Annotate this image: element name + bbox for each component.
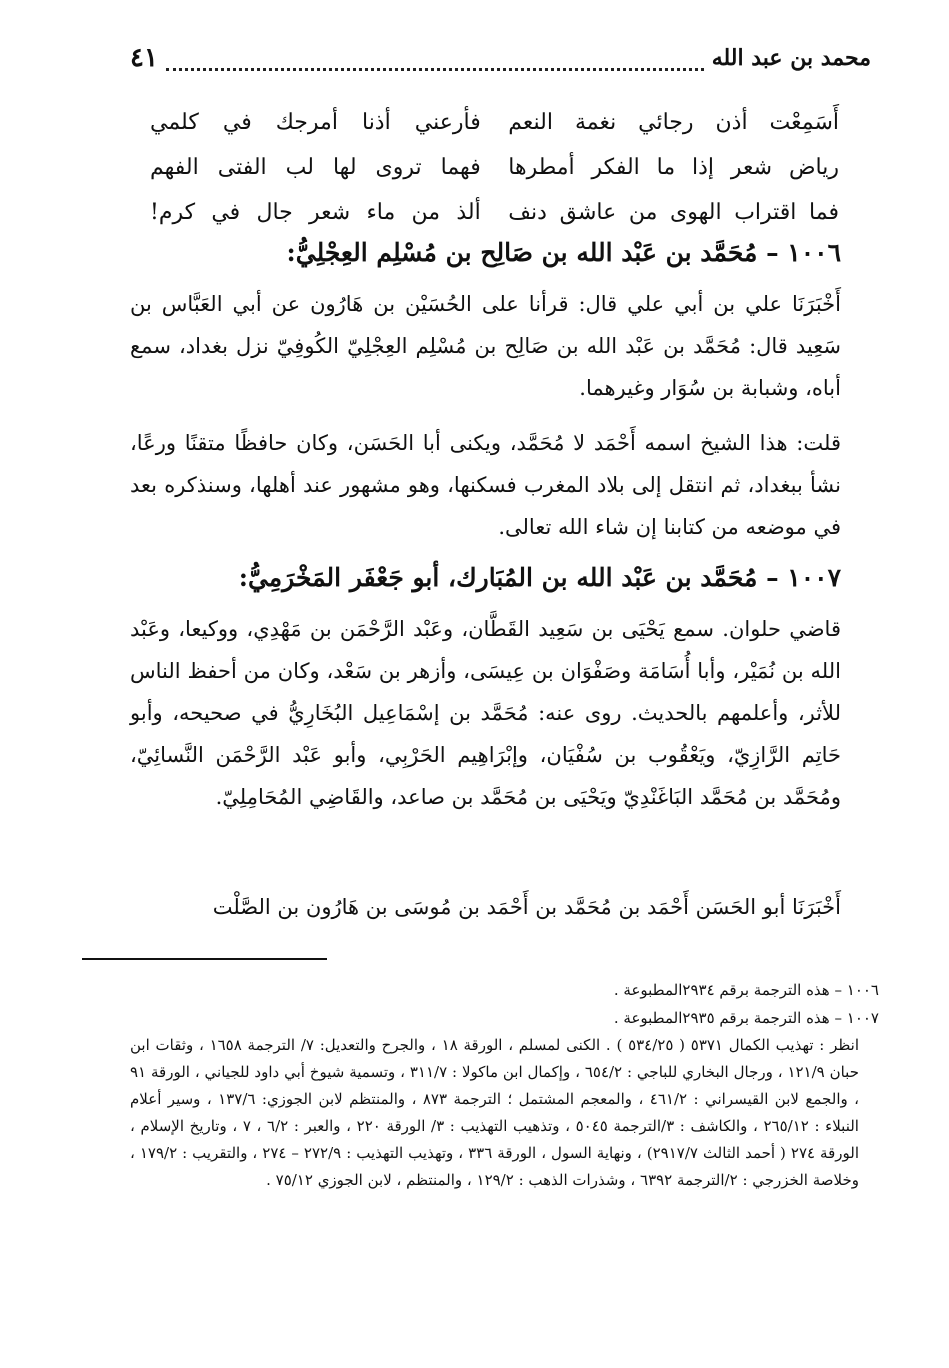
entry-1006-paragraph-1: أَخْبَرَنَا علي بن أبي علي قال: قرأنا على الحُسَيْن بن هَارُون عن أبي العَبَّاس بن سَعِيد قال: مُحَمَّد بن عَبْد الله بن صَالِح بن مُسْلِم العِجْلِيّ الكُوفِيّ نزل بغداد، سمع أباه، وشبابة بن سُوَار وغيرهما. bbox=[130, 292, 841, 400]
footnotes bbox=[130, 976, 879, 1194]
poem-verses bbox=[150, 100, 839, 235]
footnote-1007: ١٠٠٧ – هذه الترجمة برقم ٢٩٣٥المطبوعة . bbox=[613, 1009, 879, 1027]
verse-second-hemistich: ألذ من ماء شعر جال في كرم! bbox=[150, 200, 481, 225]
header-title: محمد بن عبد الله bbox=[711, 45, 871, 71]
running-header bbox=[130, 38, 871, 78]
entry-1007-title: ١٠٠٧ – مُحَمَّد بن عَبْد الله بن المُبَارك، أبو جَعْفَر المَخْرَمِيُّ: bbox=[238, 563, 841, 592]
verse-line bbox=[150, 100, 839, 145]
footnote-separator bbox=[82, 958, 327, 960]
verse-second-hemistich: فهما تروى لها لب الفتى الفهم bbox=[150, 155, 481, 180]
verse-line bbox=[150, 190, 839, 235]
entry-1007-paragraph-2: أَخْبَرَنَا أبو الحَسَن أَحْمَد بن مُحَمَّد بن أَحْمَد بن مُوسَى بن هَارُون بن الصَّلْت bbox=[212, 895, 841, 919]
verse-first-hemistich: أَسَمِعْت أذن رجائي نغمة النعم bbox=[508, 110, 839, 135]
footnote-references: انظر : تهذيب الكمال ٥٣٧١ ( ٥٣٤/٢٥ ) . الكنى لمسلم ، الورقة ١٨ ، والجرح والتعديل: ٧/ الترجمة ١٦٥٨ ، وثقات ابن حبان ١٢١/٩ ، ورجال البخاري للباجي : ٦٥٤/٢ ، وإكمال ابن ماكولا : ٣١١/٧ ، وتسمية شيوخ أبي داود للجياني ، الورقة ٩١ ، والجمع لابن القيسراني : ٤٦١/٢ ، والمعجم المشتمل ؛ الترجمة ٨٧٣ ، والمنتظم لابن الجوزي: ١٣٧/٦ ، وسير أعلام النبلاء : ٢٦٥/١٢ ، والكاشف : ٣/الترجمة ٥٠٤٥ ، وتذهيب التهذيب : ٣/ الورقة ٢٢٠ ، والعبر : ٦/٢ ، ٧ ، وتاريخ الإسلام ، الورقة ٢٧٤ ( أحمد الثالث ٢٩١٧/٧) ، ونهاية السول ، الورقة ٣٣٦ ، وتهذيب التهذيب : ٢٧٢/٩ – ٢٧٤ ، والتقريب : ١٧٩/٢ ، وخلاصة الخزرجي : ٢/الترجمة ٦٣٩٢ ، وشذرات الذهب : ١٢٩/٢ ، والمنتظم ، لابن الجوزي ٧٥/١٢ . bbox=[130, 1036, 860, 1189]
entry-1006-title: ١٠٠٦ – مُحَمَّد بن عَبْد الله بن صَالِح بن مُسْلِم العِجْلِيُّ: bbox=[286, 238, 841, 267]
entry-1006-paragraph-2: قلت: هذا الشيخ اسمه أَحْمَد لا مُحَمَّد، ويكنى أبا الحَسَن، وكان حافظًا متقنًا ورعًا، نشأ ببغداد، ثم انتقل إلى بلاد المغرب فسكنها، وهو مشهور عند أهلها، وسنذكره بعد في موضعه من كتابنا إن شاء الله تعالى. bbox=[130, 431, 841, 539]
leader-dots bbox=[166, 54, 704, 71]
verse-first-hemistich: رياض شعر إذا ما الفكر أمطرها bbox=[508, 155, 839, 180]
page-number: ٤١ bbox=[130, 43, 158, 73]
footnote-1006: ١٠٠٦ – هذه الترجمة برقم ٢٩٣٤المطبوعة . bbox=[613, 981, 879, 999]
verse-second-hemistich: فأرعني أذنا أمرجك في كلمي bbox=[150, 110, 481, 135]
verse-line bbox=[150, 145, 839, 190]
entry-1007-paragraph-1: قاضي حلوان. سمع يَحْيَى بن سَعِيد القَطَّان، وعَبْد الرَّحْمَن بن مَهْدِي، ووكيعا، وعَبْد الله بن نُمَيْر، وأبا أُسَامَة وصَفْوَان بن عِيسَى، وأزهر بن سَعْد، وكان من أحفظ الناس للأثر، وأعلمهم بالحديث. روى عنه: مُحَمَّد بن إسْمَاعِيل البُخَارِيُّ في صحيحه، وأبو حَاتِم الرَّازِيّ، ويَعْقُوب بن سُفْيَان، وإبْرَاهِيم الحَرْبِي، وأبو عَبْد الرَّحْمَن النَّسائِيّ، ومُحَمَّد بن مُحَمَّد البَاغَنْدِيّ ويَحْيَى بن مُحَمَّد بن صاعد، والقَاضِي المُحَامِلِيّ. bbox=[130, 617, 841, 809]
verse-first-hemistich: فما اقتراب الهوى من عاشق دنف bbox=[508, 200, 839, 225]
